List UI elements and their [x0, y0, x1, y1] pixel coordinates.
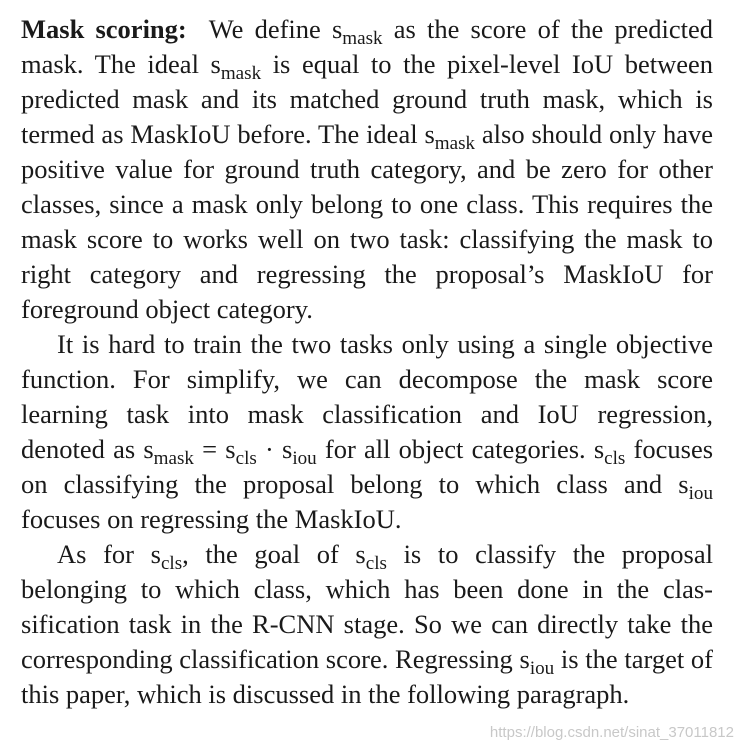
paragraph-decomposition — [21, 327, 713, 537]
symbol-s-mask: $s_{mask}$ — [424, 119, 476, 155]
text-run: focuses on classifying the proposal belong to which class and — [21, 434, 714, 499]
text-run: as the score of the predicted mask. The ideal — [21, 14, 713, 79]
paragraph-mask-scoring — [21, 12, 713, 327]
watermark-url: https://blog.csdn.net/sinat_37011812 — [489, 724, 734, 741]
text-run: is the target of this paper, which is discussed in the following paragraph. — [21, 644, 713, 709]
text-run: We define — [208, 14, 332, 44]
equation-s-mask-decomposition: $s_{mask} = s_{cls} \cdot s_{iou}$ — [143, 434, 317, 470]
text-run: It is hard to train the two tasks only using a single objective function. For simplify, we can decompose the mask score learning task into mask classification and IoU regression, denoted as — [21, 329, 713, 464]
text-run: is equal to the pixel-level IoU between predicted mask and its matched ground truth mask, which is termed as MaskIoU before. The ideal — [21, 49, 713, 149]
symbol-s-cls: $s_{cls}$ — [355, 539, 387, 575]
paper-text-block — [21, 12, 713, 712]
symbol-s-iou: $s_{iou}$ — [519, 644, 555, 680]
text-run: for all object categories. — [316, 434, 594, 464]
section-heading: Mask scoring: — [21, 14, 187, 44]
text-run: As for — [57, 539, 151, 569]
paragraph-classification — [21, 537, 713, 712]
symbol-s-mask: $s_{mask}$ — [331, 14, 383, 50]
symbol-s-cls: $s_{cls}$ — [150, 539, 183, 575]
text-run: also should only have positive value for ground truth category, and be zero for other classes, since a mask only belong to one class. This requires the mask score to works well on two task: classifying the mask to right category and regressing the proposal’s MaskIoU for foreground object category. — [21, 119, 713, 324]
text-run: focuses on regressing the MaskIoU. — [21, 504, 402, 534]
symbol-s-cls: $s_{cls}$ — [593, 434, 626, 470]
symbol-s-mask: $s_{mask}$ — [210, 49, 262, 85]
text-run: , the goal of — [182, 539, 356, 569]
text-run: is to classify the proposal belonging to which class, which has been done in the classification task in the R-CNN stage. So we can directly take the corresponding classification score. Regressing — [21, 539, 713, 674]
symbol-s-iou: $s_{iou}$ — [678, 469, 713, 505]
